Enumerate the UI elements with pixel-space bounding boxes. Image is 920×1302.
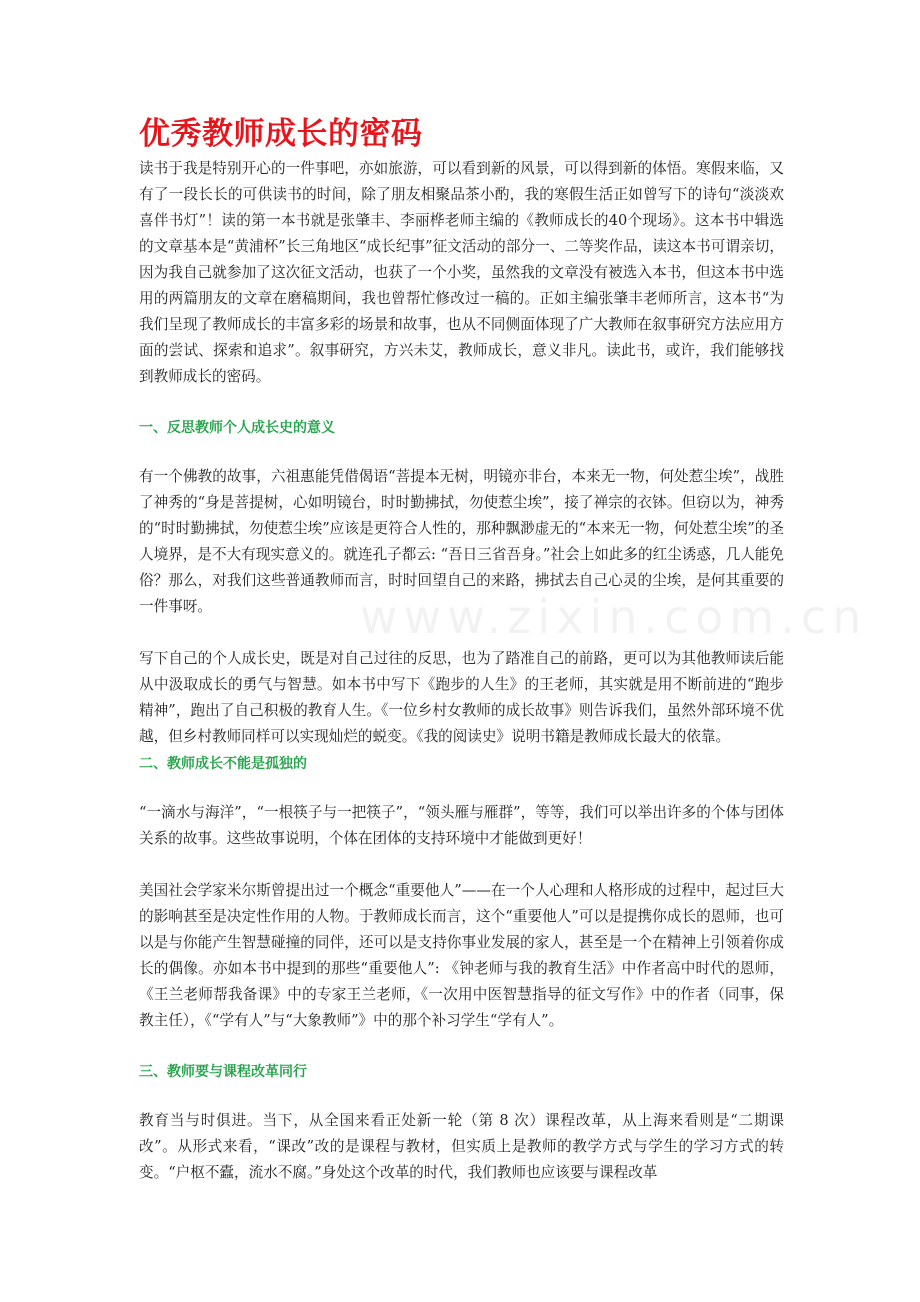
section-1-paragraph-1: 有一个佛教的故事，六祖惠能凭借偈语“菩提本无树，明镜亦非台，本来无一物，何处惹尘埃”，战胜了神秀的“身是菩提树，心如明镜台，时时勤拂拭，勿使惹尘埃”，接了禅宗的衣钵。但窃以为，神秀的“时时勤拂拭，勿使惹尘埃”应该是更符合人性的，那种飘渺虚无的“本来无一物，何处惹尘埃”的圣人境界，是不大有现实意义的。就连孔子都云: “吾日三省吾身。”社会上如此多的红尘诱惑，几人能免俗？那么，对我们这些普通教师而言，时时回望自己的来路，拂拭去自己心灵的尘埃，是何其重要的一件事呀。 (139, 468, 784, 615)
page-title: 优秀教师成长的密码 (139, 116, 423, 152)
section-heading-2: 二、教师成长不能是孤独的 (139, 756, 307, 772)
watermark: www.zixin.com.cn (360, 590, 868, 644)
section-heading-3: 三、教师要与课程改革同行 (139, 1064, 307, 1080)
section-2-paragraph-1: “一滴水与海洋”，“一根筷子与一把筷子”，“领头雁与雁群”，等等，我们可以举出许多的个体与团体关系的故事。这些故事说明，个体在团体的支持环境中才能做到更好！ (139, 804, 784, 847)
section-1-paragraph-2: 写下自己的个人成长史，既是对自己过往的反思，也为了踏准自己的前路，更可以为其他教师读后能从中汲取成长的勇气与智慧。如本书中写下《跑步的人生》的王老师，其实就是用不断前进的“跑步精神”，跑出了自己积极的教育人生。《一位乡村女教师的成长故事》则告诉我们，虽然外部环境不优越，但乡村教师同样可以实现灿烂的蜕变。《我的阅读史》说明书籍是教师成长最大的依靠。 (139, 650, 784, 745)
intro-paragraph: 读书于我是特别开心的一件事吧，亦如旅游，可以看到新的风景，可以得到新的体悟。寒假来临，又有了一段长长的可供读书的时间，除了朋友相聚品茶小酌，我的寒假生活正如曾写下的诗句“淡淡欢喜伴书灯”！读的第一本书就是张肇丰、李丽桦老师主编的《教师成长的40个现场》。这本书中辑选的文章基本是“黄浦杯”长三角地区“成长纪事”征文活动的部分一、二等奖作品，读这本书可谓亲切，因为我自己就参加了这次征文活动，也获了一个小奖，虽然我的文章没有被选入本书，但这本书中选用的两篇朋友的文章在磨稿期间，我也曾帮忙修改过一稿的。正如主编张肇丰老师所言，这本书“为我们呈现了教师成长的丰富多彩的场景和故事，也从不同侧面体现了广大教师在叙事研究方法应用方面的尝试、探索和追求”。叙事研究，方兴未艾，教师成长，意义非凡。读此书，或许，我们能够找到教师成长的密码。 (139, 160, 784, 385)
section-2-paragraph-2: 美国社会学家米尔斯曾提出过一个概念“重要他人”——在一个人心理和人格形成的过程中，起过巨大的影响甚至是决定性作用的人物。于教师成长而言，这个“重要他人”可以是提携你成长的恩师，也可以是与你能产生智慧碰撞的同伴，还可以是支持你事业发展的家人，甚至是一个在精神上引领着你成长的偶像。亦如本书中提到的那些“重要他人”: 《钟老师与我的教育生活》中作者高中时代的恩师，《王兰老师帮我备课》中的专家王兰老师，《一次用中医智慧指导的征文写作》中的作者（同事，保教主任），《“学有人”与“大象教师”》中的那个补习学生“学有人”。 (139, 882, 784, 1029)
section-heading-1: 一、反思教师个人成长史的意义 (139, 420, 335, 436)
section-3-paragraph-1: 教育当与时俱进。当下，从全国来看正处新一轮（第 8 次）课程改革，从上海来看则是“二期课改”。从形式来看，“课改”改的是课程与教材，但实质上是教师的教学方式与学生的学习方式的转变。“户枢不蠹，流水不腐。”身处这个改革的时代，我们教师也应该要与课程改革 (139, 1112, 784, 1181)
document-page (139, 112, 784, 1186)
